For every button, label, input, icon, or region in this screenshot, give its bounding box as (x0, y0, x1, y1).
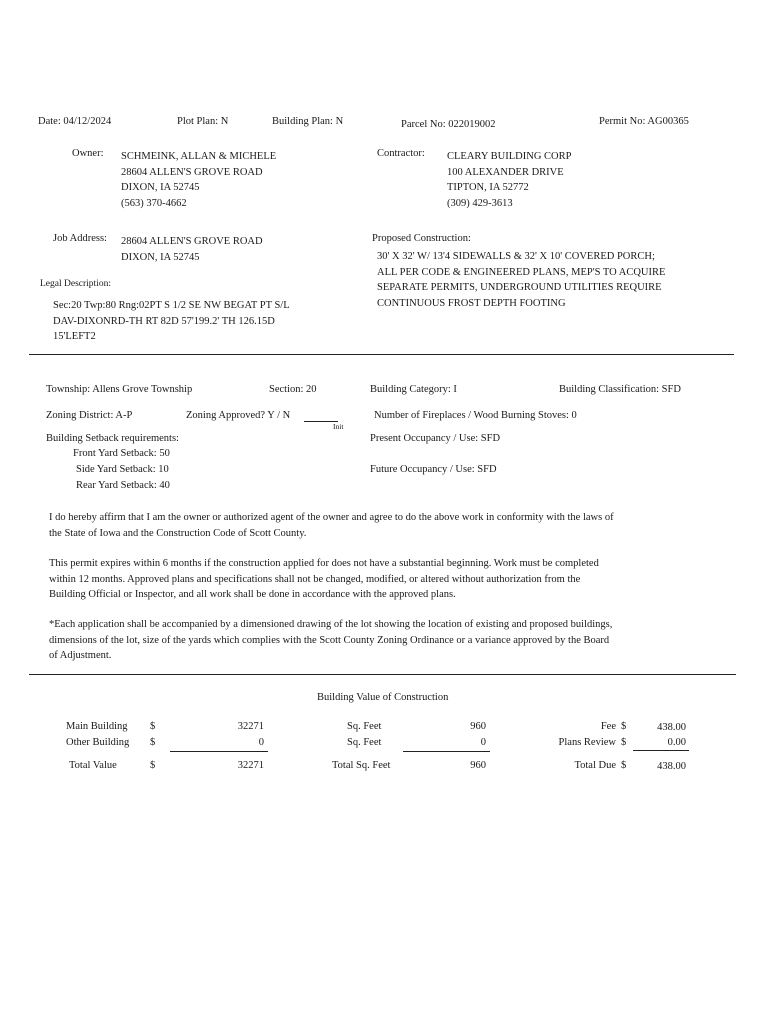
owner-city: DIXON, IA 52745 (121, 182, 200, 194)
sq-feet-main: 960 (470, 721, 486, 732)
owner-block (121, 149, 276, 212)
job-address-block (121, 234, 263, 265)
fee-label: Fee (600, 721, 616, 732)
other-building-label: Other Building (66, 737, 130, 748)
contractor-phone: (309) 429-3613 (447, 198, 513, 210)
dollar-sign: $ (621, 737, 627, 748)
legal-line: 15'LEFT2 (53, 331, 96, 342)
proposed-construction-label: Proposed Construction: (372, 233, 471, 244)
construction-line: 30' X 32' W/ 13'4 SIDEWALLS & 32' X 10' COVERED PORCH; (377, 251, 655, 262)
paragraph-line: of Adjustment. (49, 650, 112, 661)
job-address-city: DIXON, IA 52745 (121, 251, 200, 263)
building-plan: Building Plan: N (272, 116, 344, 127)
township: Township: Allens Grove Township (46, 384, 193, 395)
contractor-name: CLEARY BUILDING CORP (447, 151, 572, 162)
legal-line: DAV-DIXONRD-TH RT 82D 57'199.2' TH 126.15D (53, 315, 275, 327)
side-yard-setback: Side Yard Setback: 10 (76, 464, 169, 475)
legal-description-block (53, 298, 290, 345)
other-building-value: 0 (258, 737, 264, 748)
permit-number: Permit No: AG00365 (599, 116, 689, 127)
dollar-sign: $ (150, 760, 156, 771)
parcel-number: Parcel No: 022019002 (401, 119, 496, 130)
owner-phone: (563) 370-4662 (121, 198, 187, 210)
front-yard-setback: Front Yard Setback: 50 (73, 448, 170, 459)
paragraph-line: the State of Iowa and the Construction Code of Scott County. (49, 527, 307, 539)
main-building-label: Main Building (66, 721, 128, 732)
sq-feet-other: 0 (480, 737, 486, 748)
building-classification: Building Classification: SFD (559, 384, 681, 395)
affirmation-paragraph (49, 510, 709, 541)
total-sq-feet: 960 (470, 760, 486, 771)
section-divider (29, 674, 736, 675)
paragraph-line: I do hereby affirm that I am the owner or authorized agent of the owner and agree to do the above work in conformity with the laws of (49, 512, 614, 523)
contractor-label: Contractor: (377, 148, 425, 159)
sq-feet-sum-line (403, 751, 490, 752)
total-value-label: Total Value (69, 760, 117, 771)
fee-amount: 438.00 (657, 722, 686, 733)
construction-line: SEPARATE PERMITS, UNDERGROUND UTILITIES REQUIRE (377, 282, 662, 293)
dollar-sign: $ (621, 760, 627, 771)
main-building-value: 32271 (237, 721, 264, 732)
paragraph-line: Building Official or Inspector, and all work shall be done in accordance with the approved plans. (49, 589, 456, 600)
value-sum-line (170, 751, 268, 752)
job-address-street: 28604 ALLEN'S GROVE ROAD (121, 236, 263, 247)
sq-feet-label: Sq. Feet (347, 737, 382, 748)
zoning-district: Zoning District: A-P (46, 410, 133, 421)
future-occupancy: Future Occupancy / Use: SFD (370, 464, 497, 475)
plans-review-label: Plans Review (558, 737, 616, 748)
contractor-block (447, 149, 571, 212)
sq-feet-label: Sq. Feet (347, 721, 382, 732)
building-value-title: Building Value of Construction (317, 692, 449, 703)
permit-date: Date: 04/12/2024 (38, 116, 112, 127)
legal-description-label: Legal Description: (40, 279, 111, 289)
total-due-label: Total Due (574, 760, 616, 771)
construction-line: CONTINUOUS FROST DEPTH FOOTING (377, 297, 566, 309)
init-label: Init (333, 422, 344, 431)
total-value: 32271 (237, 760, 264, 771)
dollar-sign: $ (150, 737, 156, 748)
owner-street: 28604 ALLEN'S GROVE ROAD (121, 166, 263, 178)
contractor-city: TIPTON, IA 52772 (447, 182, 529, 194)
paragraph-line: within 12 months. Approved plans and specifications shall not be changed, modified, or altered without authorization from the (49, 573, 581, 585)
total-due-amount: 438.00 (657, 761, 686, 772)
job-address-label: Job Address: (53, 233, 107, 244)
paragraph-line: dimensions of the lot, size of the yards which complies with the Scott County Zoning Ordinance or a variance approved by the Board (49, 634, 610, 646)
dollar-sign: $ (150, 721, 156, 732)
plans-review-amount: 0.00 (667, 737, 686, 748)
expiration-paragraph (49, 556, 709, 603)
setback-label: Building Setback requirements: (46, 433, 179, 444)
legal-line: Sec:20 Twp:80 Rng:02PT S 1/2 SE NW BEGAT PT S/L (53, 300, 290, 311)
construction-line: ALL PER CODE & ENGINEERED PLANS, MEP'S TO ACQUIRE (377, 266, 666, 278)
zoning-approved: Zoning Approved? Y / N (186, 410, 291, 421)
owner-label: Owner: (72, 148, 104, 159)
dollar-sign: $ (621, 721, 627, 732)
section-divider (29, 354, 734, 355)
rear-yard-setback: Rear Yard Setback: 40 (76, 480, 170, 491)
fee-sum-line (633, 750, 689, 751)
building-category: Building Category: I (370, 384, 457, 395)
paragraph-line: *Each application shall be accompanied by a dimensioned drawing of the lot showing the location of existing and proposed buildings, (49, 619, 613, 630)
owner-name: SCHMEINK, ALLAN & MICHELE (121, 151, 277, 162)
proposed-construction-block (377, 249, 665, 311)
plot-plan: Plot Plan: N (177, 116, 229, 127)
present-occupancy: Present Occupancy / Use: SFD (370, 433, 501, 444)
total-sq-feet-label: Total Sq. Feet (332, 760, 391, 771)
fireplaces: Number of Fireplaces / Wood Burning Stoves: 0 (374, 410, 577, 421)
application-paragraph (49, 617, 709, 664)
paragraph-line: This permit expires within 6 months if the construction applied for does not have a substantial beginning. Work must be completed (49, 558, 599, 569)
section: Section: 20 (269, 384, 317, 395)
contractor-street: 100 ALEXANDER DRIVE (447, 166, 564, 178)
